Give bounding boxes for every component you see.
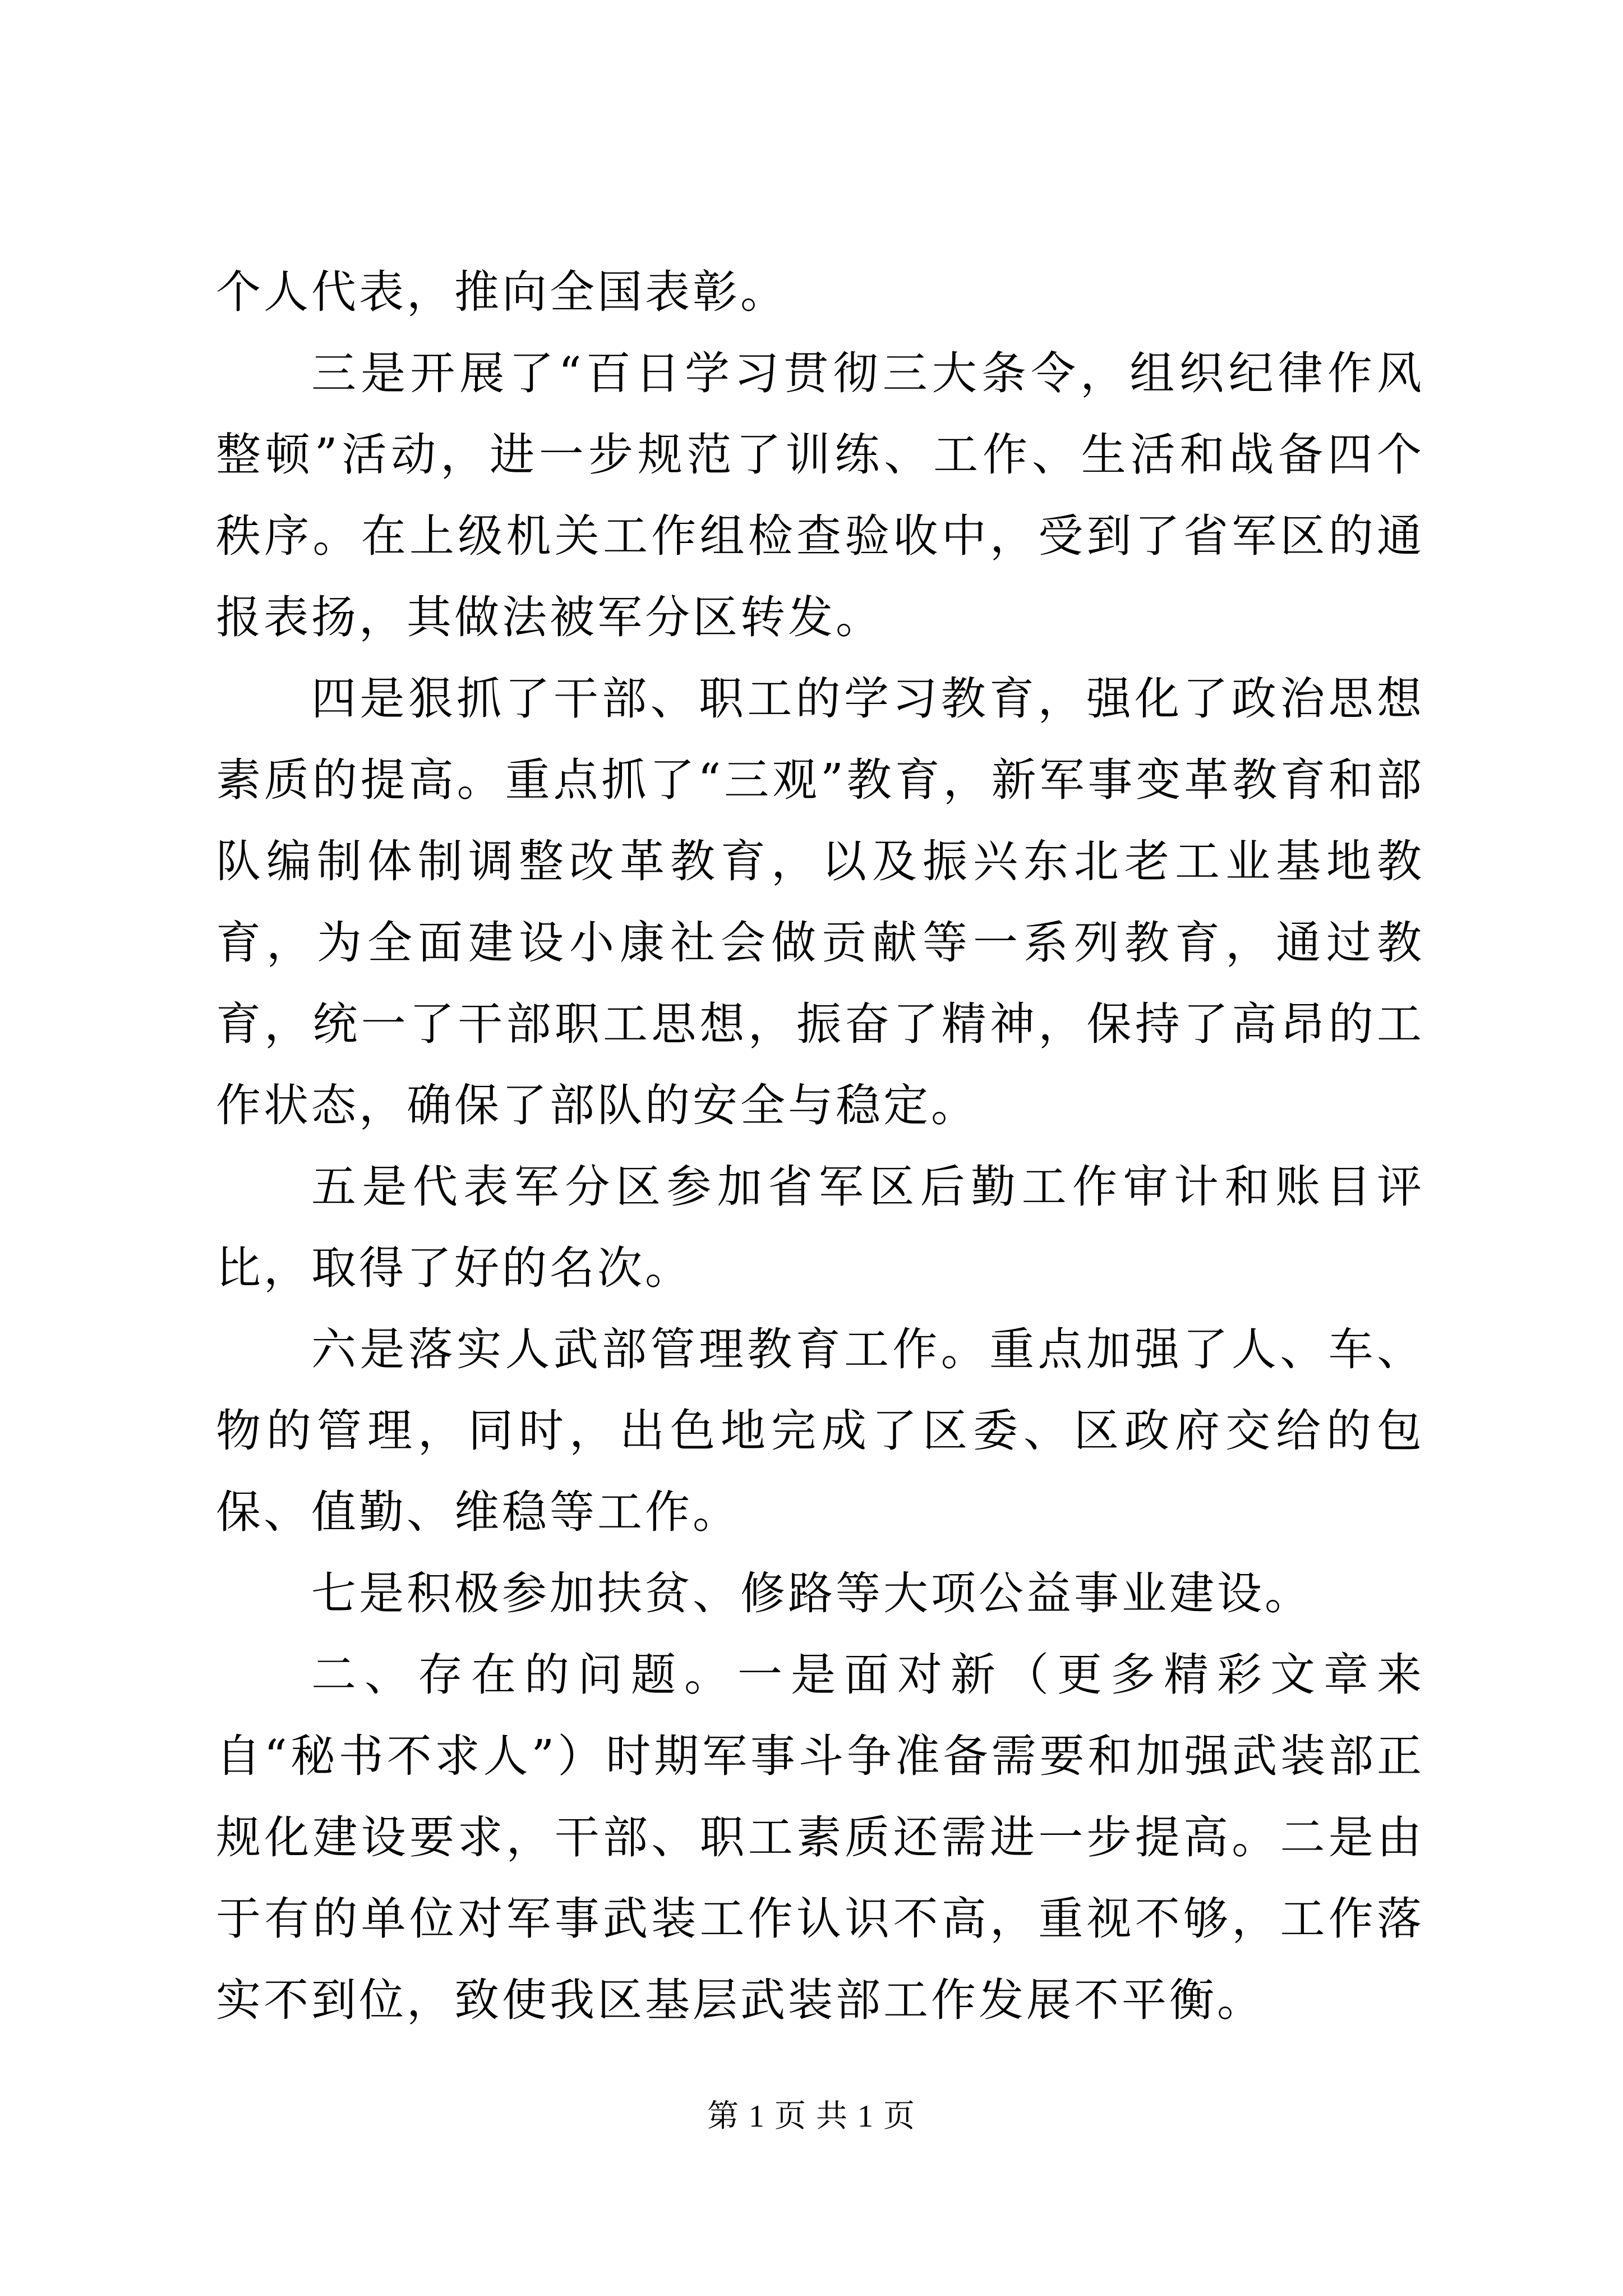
page-footer: 第 1 页 共 1 页 bbox=[707, 2099, 916, 2134]
paragraph-item-three: 三是开展了“百日学习贯彻三大条令，组织纪律作风整顿”活动，进一步规范了训练、工作、生活和战备四个秩序。在上级机关工作组检查验收中，受到了省军区的通报表扬，其做法被军分区转发。 bbox=[216, 347, 1424, 643]
paragraph-continuation: 个人代表，推向全国表彰。 bbox=[216, 266, 788, 318]
paragraph-item-four: 四是狠抓了干部、职工的学习教育，强化了政治思想素质的提高。重点抓了“三观”教育，新军事变革教育和部队编制体制调整改革教育，以及振兴东北老工业基地教育，为全面建设小康社会做贡献等一系列教育，通过教育，统一了干部职工思想，振奋了精神，保持了高昂的工作状态，确保了部队的安全与稳定。 bbox=[216, 673, 1424, 1131]
paragraph-item-seven: 七是积极参加扶贫、修路等大项公益事业建设。 bbox=[311, 1567, 1312, 1619]
document-body bbox=[216, 251, 1424, 2041]
paragraph-item-six: 六是落实人武部管理教育工作。重点加强了人、车、物的管理，同时，出色地完成了区委、区政府交给的包保、值勤、维稳等工作。 bbox=[216, 1323, 1424, 1538]
paragraph-problems: 二、存在的问题。一是面对新（更多精彩文章来自“秘书不求人”）时期军事斗争准备需要和加强武装部正规化建设要求，干部、职工素质还需进一步提高。二是由于有的单位对军事武装工作认识不高，重视不够，工作落实不到位，致使我区基层武装部工作发展不平衡。 bbox=[216, 1649, 1424, 2026]
paragraph-item-five: 五是代表军分区参加省军区后勤工作审计和账目评比，取得了好的名次。 bbox=[216, 1161, 1424, 1294]
